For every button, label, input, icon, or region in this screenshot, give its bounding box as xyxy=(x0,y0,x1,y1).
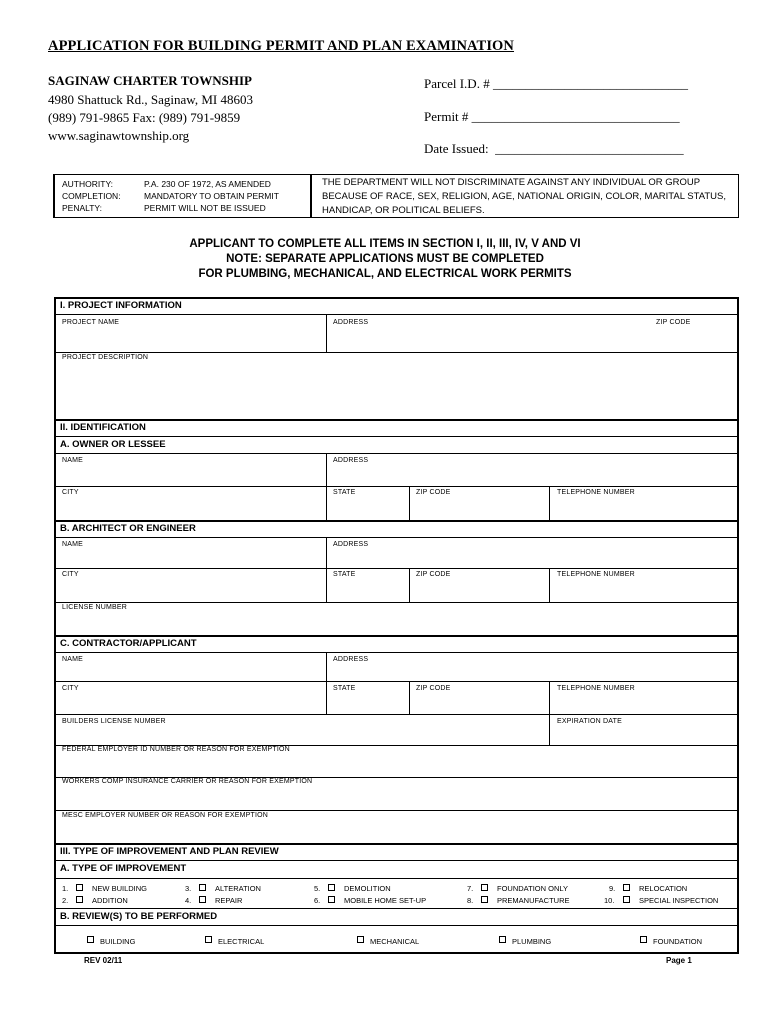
architect-zip-label: ZIP CODE xyxy=(416,571,451,578)
workers-comp-label: WORKERS COMP INSURANCE CARRIER OR REASON FOR EXEMPTION xyxy=(62,778,313,785)
revision-label: REV 02/11 xyxy=(84,956,123,965)
foundation-only-label: FOUNDATION ONLY xyxy=(497,884,568,893)
owner-lessee-title: A. OWNER OR LESSEE xyxy=(60,439,166,450)
township-address: 4980 Shattuck Rd., Saginaw, MI 48603 xyxy=(48,92,253,107)
owner-name-label: NAME xyxy=(62,457,84,464)
architect-state-label: STATE xyxy=(333,571,356,578)
contractor-city-label: CITY xyxy=(62,685,79,692)
section-3-title: III. TYPE OF IMPROVEMENT AND PLAN REVIEW xyxy=(60,846,279,857)
contractor-name-label: NAME xyxy=(62,656,84,663)
mechanical-review-label: MECHANICAL xyxy=(370,937,420,946)
alteration-checkbox[interactable] xyxy=(199,884,206,891)
separate-applications-note: NOTE: SEPARATE APPLICATIONS MUST BE COMPLETED xyxy=(226,253,544,265)
form-title: APPLICATION FOR BUILDING PERMIT AND PLAN EXAMINATION xyxy=(48,38,515,54)
plumbing-review-checkbox[interactable] xyxy=(499,936,506,943)
parcel-id-field[interactable]: Parcel I.D. # ______________________________ xyxy=(424,76,688,91)
divider xyxy=(55,419,738,421)
builders-license-label: BUILDERS LICENSE NUMBER xyxy=(62,718,166,725)
divider xyxy=(55,860,738,861)
divider xyxy=(55,352,738,353)
authority-labels xyxy=(62,178,121,214)
improvement-number: 1. xyxy=(62,884,69,893)
alteration-label: ALTERATION xyxy=(215,884,261,893)
repair-label: REPAIR xyxy=(215,896,243,905)
improvement-number: 4. xyxy=(185,896,192,905)
divider xyxy=(549,568,550,603)
foundation-only-checkbox[interactable] xyxy=(481,884,488,891)
non-discrimination-notice: THE DEPARTMENT WILL NOT DISCRIMINATE AGAINST ANY INDIVIDUAL OR GROUP BECAUSE OF RACE, SEX, RELIGION, AGE, NATIONAL ORIGIN, COLOR, MARITAL STATUS, HANDICAP, OR POLITICAL BELIEFS. xyxy=(322,177,727,216)
improvement-number: 8. xyxy=(467,896,474,905)
divider xyxy=(55,568,738,569)
divider xyxy=(326,652,327,715)
contractor-address-label: ADDRESS xyxy=(333,656,369,663)
improvement-number: 2. xyxy=(62,896,69,905)
permit-number-field[interactable]: Permit # ________________________________ xyxy=(424,109,680,124)
divider xyxy=(55,878,738,879)
new-building-checkbox[interactable] xyxy=(76,884,83,891)
divider xyxy=(55,436,738,437)
demolition-checkbox[interactable] xyxy=(328,884,335,891)
permit-types-note: FOR PLUMBING, MECHANICAL, AND ELECTRICAL WORK PERMITS xyxy=(198,268,572,280)
federal-employer-id-label: FEDERAL EMPLOYER ID NUMBER OR REASON FOR EXEMPTION xyxy=(62,746,290,753)
divider xyxy=(55,908,738,909)
architect-address-label: ADDRESS xyxy=(333,541,369,548)
divider xyxy=(55,925,738,926)
township-name: SAGINAW CHARTER TOWNSHIP xyxy=(48,73,252,88)
divider xyxy=(55,453,738,454)
contractor-telephone-label: TELEPHONE NUMBER xyxy=(557,685,635,692)
demolition-label: DEMOLITION xyxy=(344,884,391,893)
owner-telephone-label: TELEPHONE NUMBER xyxy=(557,489,635,496)
new-building-label: NEW BUILDING xyxy=(92,884,148,893)
divider xyxy=(409,486,410,521)
premanufacture-checkbox[interactable] xyxy=(481,896,488,903)
authority-values xyxy=(144,178,279,214)
special-inspection-checkbox[interactable] xyxy=(623,896,630,903)
divider xyxy=(55,843,738,845)
building-review-label: BUILDING xyxy=(100,937,136,946)
divider xyxy=(326,537,327,603)
divider xyxy=(55,810,738,811)
divider xyxy=(55,602,738,603)
relocation-label: RELOCATION xyxy=(639,884,688,893)
project-name-label: PROJECT NAME xyxy=(62,319,120,326)
authority-label: AUTHORITY: xyxy=(62,179,114,189)
plumbing-review-label: PLUMBING xyxy=(512,937,552,946)
improvement-number: 9. xyxy=(609,884,616,893)
contractor-zip-label: ZIP CODE xyxy=(416,685,451,692)
divider xyxy=(55,314,738,315)
divider xyxy=(409,681,410,715)
owner-city-label: CITY xyxy=(62,489,79,496)
township-website: www.saginawtownship.org xyxy=(48,128,190,143)
owner-address-label: ADDRESS xyxy=(333,457,369,464)
divider xyxy=(55,635,738,637)
electrical-review-checkbox[interactable] xyxy=(205,936,212,943)
project-zip-label: ZIP CODE xyxy=(656,319,691,326)
type-of-improvement-title: A. TYPE OF IMPROVEMENT xyxy=(60,863,187,874)
page-number: Page 1 xyxy=(666,956,692,965)
architect-telephone-label: TELEPHONE NUMBER xyxy=(557,571,635,578)
divider xyxy=(326,453,327,521)
improvement-number: 3. xyxy=(185,884,192,893)
contractor-state-label: STATE xyxy=(333,685,356,692)
improvement-number: 6. xyxy=(314,896,321,905)
completion-value: MANDATORY TO OBTAIN PERMIT xyxy=(144,191,279,201)
foundation-review-label: FOUNDATION xyxy=(653,937,703,946)
expiration-date-label: EXPIRATION DATE xyxy=(557,718,622,725)
owner-zip-label: ZIP CODE xyxy=(416,489,451,496)
penalty-value: PERMIT WILL NOT BE ISSUED xyxy=(144,203,266,213)
improvement-number: 7. xyxy=(467,884,474,893)
addition-checkbox[interactable] xyxy=(76,896,83,903)
special-inspection-label: SPECIAL INSPECTION xyxy=(639,896,719,905)
improvement-number: 5. xyxy=(314,884,321,893)
authority-divider xyxy=(310,174,312,218)
divider xyxy=(409,568,410,603)
electrical-review-label: ELECTRICAL xyxy=(218,937,265,946)
mobile-home-setup-label: MOBILE HOME SET-UP xyxy=(344,896,427,905)
authority-value: P.A. 230 OF 1972, AS AMENDED xyxy=(144,179,271,189)
divider xyxy=(55,681,738,682)
completion-label: COMPLETION: xyxy=(62,191,121,201)
repair-checkbox[interactable] xyxy=(199,896,206,903)
architect-city-label: CITY xyxy=(62,571,79,578)
mobile-home-setup-checkbox[interactable] xyxy=(328,896,335,903)
divider xyxy=(55,652,738,653)
divider xyxy=(549,486,550,521)
date-issued-field[interactable]: Date Issued: _____________________________ xyxy=(424,141,684,156)
building-review-checkbox[interactable] xyxy=(87,936,94,943)
improvement-number: 10. xyxy=(604,896,615,905)
contractor-applicant-title: C. CONTRACTOR/APPLICANT xyxy=(60,638,197,649)
addition-label: ADDITION xyxy=(92,896,128,905)
mesc-employer-label: MESC EMPLOYER NUMBER OR REASON FOR EXEMPTION xyxy=(62,812,268,819)
reviews-title: B. REVIEW(S) TO BE PERFORMED xyxy=(60,911,218,922)
architect-name-label: NAME xyxy=(62,541,84,548)
divider xyxy=(55,486,738,487)
project-description-label: PROJECT DESCRIPTION xyxy=(62,354,149,361)
section-2-title: II. IDENTIFICATION xyxy=(60,422,146,433)
township-phone-fax: (989) 791-9865 Fax: (989) 791-9859 xyxy=(48,110,241,125)
architect-engineer-title: B. ARCHITECT OR ENGINEER xyxy=(60,523,196,534)
divider xyxy=(326,314,327,352)
owner-state-label: STATE xyxy=(333,489,356,496)
mechanical-review-checkbox[interactable] xyxy=(357,936,364,943)
divider xyxy=(55,714,738,715)
divider xyxy=(55,537,738,538)
instructions-headline: APPLICANT TO COMPLETE ALL ITEMS IN SECTION I, II, III, IV, V AND VI xyxy=(189,238,581,250)
section-1-title: I. PROJECT INFORMATION xyxy=(60,300,182,311)
divider xyxy=(55,520,738,522)
license-number-label: LICENSE NUMBER xyxy=(62,604,128,611)
relocation-checkbox[interactable] xyxy=(623,884,630,891)
premanufacture-label: PREMANUFACTURE xyxy=(497,896,570,905)
project-address-label: ADDRESS xyxy=(333,319,369,326)
penalty-label: PENALTY: xyxy=(62,203,102,213)
foundation-review-checkbox[interactable] xyxy=(640,936,647,943)
